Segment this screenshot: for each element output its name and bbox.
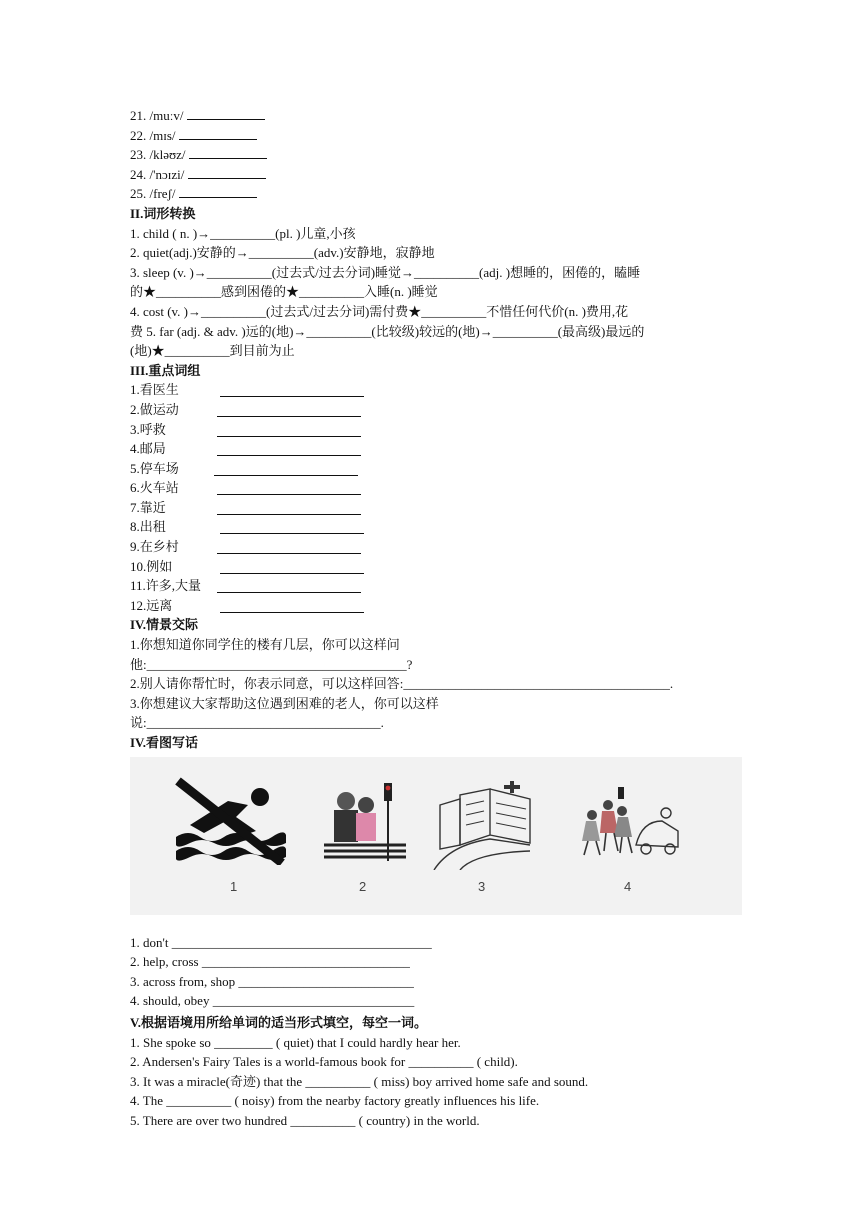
picture-writing-item: 3. across from, shop ___________________________: [130, 973, 414, 989]
section-title: IV.情景交际: [130, 617, 199, 633]
picture-number: 4: [624, 878, 632, 894]
picture-number: 1: [230, 878, 238, 894]
picture-number: 2: [359, 878, 367, 894]
dialogue-line: 说:____________________________________.: [130, 715, 384, 731]
fill-blank-item: 3. It was a miracle(奇迹) that the __________ ( miss) boy arrived home safe and sound.: [130, 1073, 589, 1089]
phrase-item: 4.邮局: [130, 439, 742, 459]
phonetic-item: 23. /kləʊz/: [130, 145, 742, 165]
no-swimming-icon: [170, 775, 290, 865]
fill-blank-item: 5. There are over two hundred __________ ( country) in the world.: [130, 1112, 480, 1128]
dialogue-line: 3.你想建议大家帮助这位遇到困难的老人，你可以这样: [130, 695, 439, 711]
phonetic-item: 25. /freʃ/: [130, 184, 742, 204]
fill-blank-item: 4. The __________ ( noisy) from the nearby factory greatly influences his life.: [130, 1093, 540, 1109]
picture-writing-item: 2. help, cross ________________________________: [130, 954, 410, 970]
exercise-line: 3. sleep (v. )→__________(过去式/过去分词)睡觉→__________(adj. )想睡的，困倦的，瞌睡: [130, 264, 641, 280]
section-title: IV.看图写话: [130, 735, 199, 750]
phrase-item: 5.停车场: [130, 459, 742, 479]
phrase-item: 6.火车站: [130, 478, 742, 498]
phrase-item: 8.出租: [130, 517, 742, 537]
worksheet: [130, 106, 742, 1131]
exercise-line: 的★__________感到困倦的★__________入睡(n. )睡觉: [130, 284, 438, 300]
phonetic-item: 21. /muːv/: [130, 106, 742, 126]
section-title: V.根据语境用所给单词的适当形式填空，每空一词。: [130, 1014, 427, 1030]
fill-blank-item: 2. Andersen's Fairy Tales is a world-famous book for __________ ( child).: [130, 1054, 518, 1070]
phrase-item: 7.靠近: [130, 498, 742, 518]
street-crossing-icon: [320, 775, 410, 865]
phrase-item: 2.做运动: [130, 400, 742, 420]
phonetic-item: 24. /'nɔɪzi/: [130, 165, 742, 185]
exercise-line: 1. child ( n. )→__________(pl. )儿童,小孩: [130, 225, 356, 241]
dialogue-line: 1.你想知道你同学住的楼有几层，你可以这样问: [130, 637, 400, 653]
section-title: III.重点词组: [130, 362, 201, 378]
phonetic-item: 22. /mɪs/: [130, 126, 742, 146]
exercise-line: 4. cost (v. )→__________(过去式/过去分词)需付费★__________不惜任何代价(n. )费用,花: [130, 303, 629, 319]
picture-number: 3: [478, 878, 486, 894]
dialogue-line: 2.别人请你帮忙时，你表示同意，可以这样回答:_________________________________________.: [130, 676, 674, 692]
dialogue-line: 他:________________________________________?: [130, 656, 413, 672]
exercise-line: 费 5. far (adj. & adv. )远的(地)→__________(比较级)较远的(地)→__________(最高级)最远的: [130, 323, 645, 339]
phrase-item: 11.许多,大量: [130, 576, 742, 596]
phrase-item: 1.看医生: [130, 380, 742, 400]
hospital-building-icon: [430, 775, 540, 870]
picture-writing-item: 1. don't ________________________________________: [130, 934, 432, 950]
section-title: II.词形转换: [130, 205, 196, 221]
phrase-item: 3.呼救: [130, 420, 742, 440]
fill-blank-item: 1. She spoke so _________ ( quiet) that I could hardly hear her.: [130, 1034, 461, 1050]
phrase-item: 10.例如: [130, 557, 742, 577]
phrase-item: 12.远离: [130, 596, 742, 616]
picture-strip: [130, 757, 742, 915]
people-car-icon: [562, 775, 682, 870]
phrase-item: 9.在乡村: [130, 537, 742, 557]
exercise-line: (地)★__________到目前为止: [130, 343, 295, 359]
picture-writing-item: 4. should, obey _______________________________: [130, 993, 415, 1009]
exercise-line: 2. quiet(adj.)安静的→__________(adv.)安静地，寂静地: [130, 245, 435, 261]
